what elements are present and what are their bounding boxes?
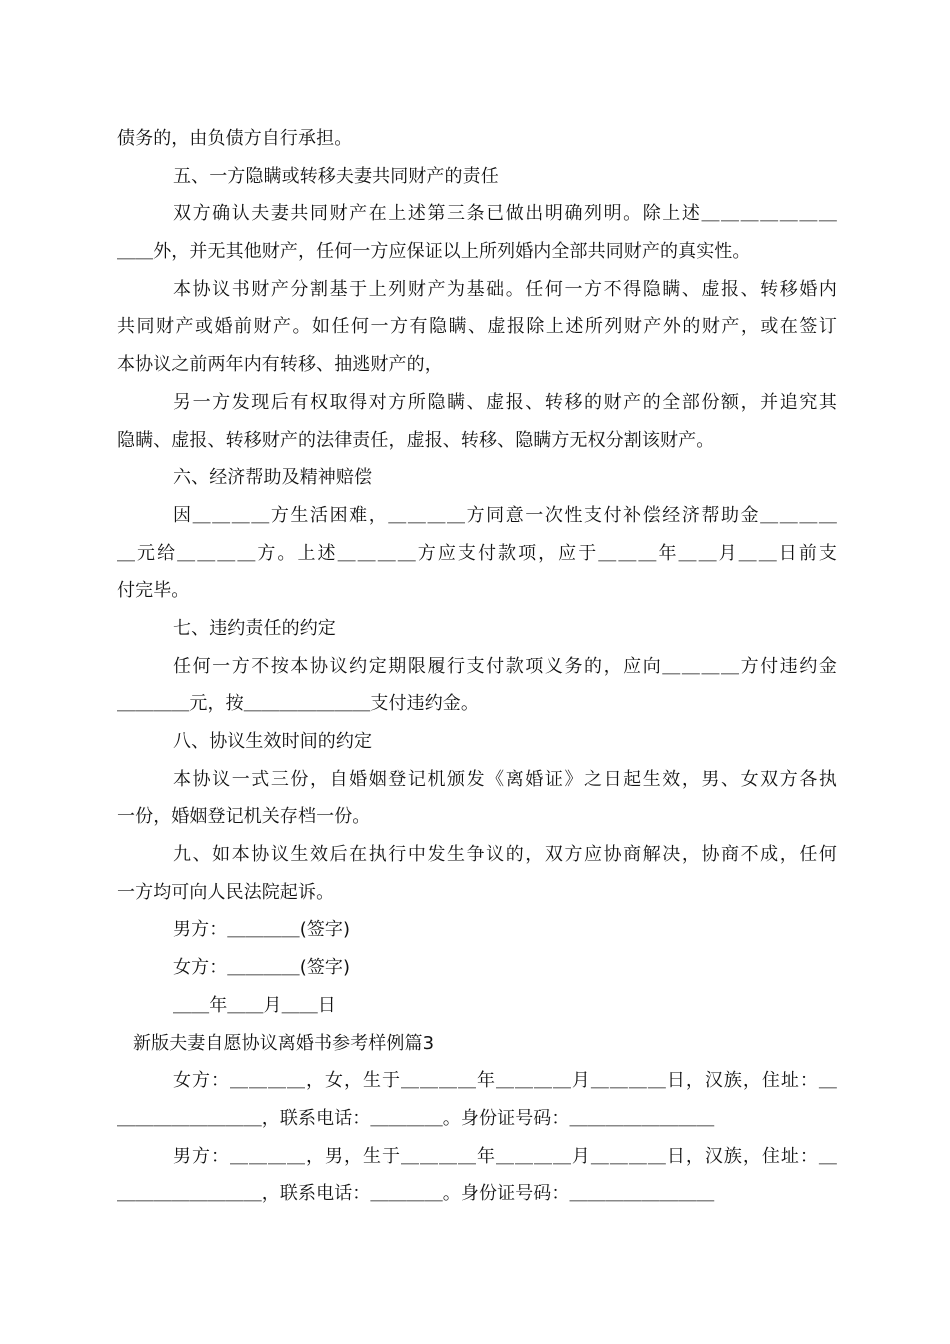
text-line: 本协议书财产分割基于上列财产为基础。任何一方不得隐瞒、虚报、转移婚内: [173, 278, 837, 300]
text-line: 付完毕。: [117, 580, 190, 602]
text-line: ＿元给＿＿＿＿方。上述＿＿＿＿方应支付款项，应于＿＿＿年＿＿月＿＿日前支: [117, 542, 837, 564]
text-line: ＿＿＿＿＿＿＿＿，联系电话：＿＿＿＿。身份证号码：＿＿＿＿＿＿＿＿: [117, 1107, 715, 1129]
text-line: 双方确认夫妻共同财产在上述第三条已做出明确列明。除上述＿＿＿＿＿＿＿: [173, 203, 837, 225]
text-line: ＿＿外，并无其他财产，任何一方应保证以上所列婚内全部共同财产的真实性。: [117, 241, 751, 263]
signature-line-female: 女方：＿＿＿＿(签字): [173, 957, 351, 979]
text-line: 另一方发现后有权取得对方所隐瞒、虚报、转移的财产的全部份额，并追究其: [173, 391, 837, 413]
signature-line-male: 男方：＿＿＿＿(签字): [173, 919, 351, 941]
date-line: ＿＿年＿＿月＿＿日: [173, 994, 336, 1016]
text-line: 本协议一式三份，自婚姻登记机颁发《离婚证》之日起生效，男、女双方各执: [173, 768, 837, 790]
text-line: 九、如本协议生效后在执行中发生争议的，双方应协商解决，协商不成，任何: [173, 844, 837, 866]
text-line: 男方：＿＿＿＿，男，生于＿＿＿＿年＿＿＿＿月＿＿＿＿日，汉族，住址：＿: [173, 1145, 837, 1167]
text-line: 因＿＿＿＿方生活困难，＿＿＿＿方同意一次性支付补偿经济帮助金＿＿＿＿: [173, 504, 837, 526]
text-line: 一方均可向人民法院起诉。: [117, 881, 335, 903]
section-heading: 六、经济帮助及精神赔偿: [173, 467, 373, 489]
section-heading: 七、违约责任的约定: [173, 617, 336, 639]
document-body: [117, 120, 837, 1213]
section-heading: 八、协议生效时间的约定: [173, 731, 373, 752]
text-line: 任何一方不按本协议约定期限履行支付款项义务的，应向＿＿＿＿方付违约金: [173, 655, 837, 677]
text-line: 女方：＿＿＿＿，女，生于＿＿＿＿年＿＿＿＿月＿＿＿＿日，汉族，住址：＿: [173, 1070, 837, 1092]
section-heading: 五、一方隐瞒或转移夫妻共同财产的责任: [173, 165, 499, 187]
text-line: 共同财产或婚前财产。如任何一方有隐瞒、虚报除上述所列财产外的财产，或在签订: [117, 316, 837, 338]
text-line: 一份，婚姻登记机关存档一份。: [117, 806, 371, 828]
text-line: 债务的，由负债方自行承担。: [117, 128, 353, 149]
section-title: 新版夫妻自愿协议离婚书参考样例篇3: [133, 1032, 435, 1054]
text-line: 本协议之前两年内有转移、抽逃财产的，: [117, 354, 443, 376]
text-line: ＿＿＿＿＿＿＿＿，联系电话：＿＿＿＿。身份证号码：＿＿＿＿＿＿＿＿: [117, 1183, 715, 1205]
text-line: ＿＿＿＿元，按＿＿＿＿＿＿＿支付违约金。: [117, 693, 479, 715]
text-line: 隐瞒、虚报、转移财产的法律责任，虚报、转移、隐瞒方无权分割该财产。: [117, 429, 715, 451]
